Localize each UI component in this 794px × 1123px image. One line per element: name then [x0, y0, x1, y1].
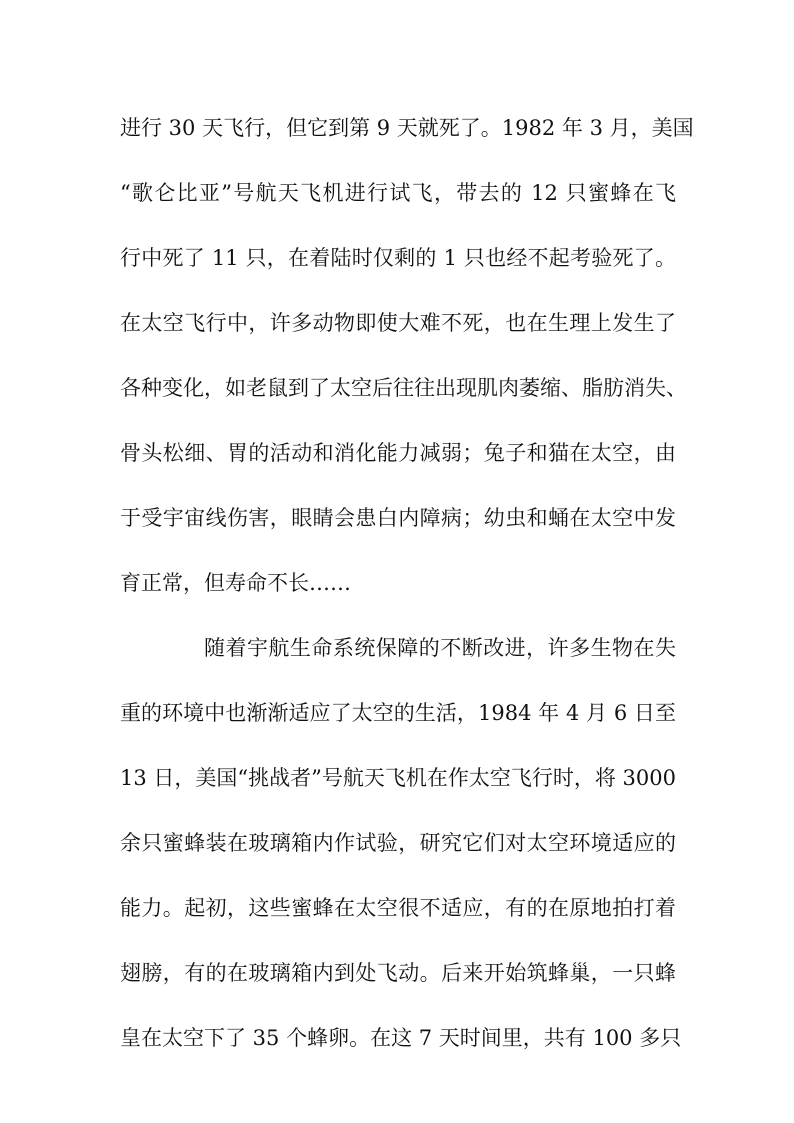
text-line: 能力。起初，这些蜜蜂在太空很不适应，有的在原地拍打着 [120, 896, 676, 920]
text-line: 余只蜜蜂装在玻璃箱内作试验，研究它们对太空环境适应的 [120, 831, 676, 855]
text-line: 行中死了 11 只，在着陆时仅剩的 1 只也经不起考验死了。 [120, 246, 676, 270]
text-line: “歌仑比亚”号航天飞机进行试飞，带去的 12 只蜜蜂在飞 [120, 181, 676, 205]
text-line: 皇在太空下了 35 个蜂卵。在这 7 天时间里，共有 100 多只 [120, 1026, 682, 1050]
text-line: 翅膀，有的在玻璃箱内到处飞动。后来开始筑蜂巢，一只蜂 [120, 961, 676, 985]
text-line: 骨头松细、胃的活动和消化能力减弱；兔子和猫在太空，由 [120, 441, 676, 465]
text-line: 13 日，美国“挑战者”号航天飞机在作太空飞行时，将 3000 [120, 766, 676, 790]
text-line: 重的环境中也渐渐适应了太空的生活，1984 年 4 月 6 日至 [120, 701, 676, 725]
text-line: 在太空飞行中，许多动物即使大难不死，也在生理上发生了 [120, 311, 676, 335]
text-line: 各种变化，如老鼠到了太空后往往出现肌肉萎缩、脂肪消失、 [120, 376, 687, 400]
text-line: 于受宇宙线伤害，眼睛会患白内障病；幼虫和蛹在太空中发 [120, 506, 676, 530]
paragraph-first-line: 随着宇航生命系统保障的不断改进，许多生物在失 [204, 636, 676, 660]
text-line: 育正常，但寿命不长…… [120, 571, 351, 595]
text-line: 进行 30 天飞行，但它到第 9 天就死了。1982 年 3 月，美国 [120, 116, 694, 140]
